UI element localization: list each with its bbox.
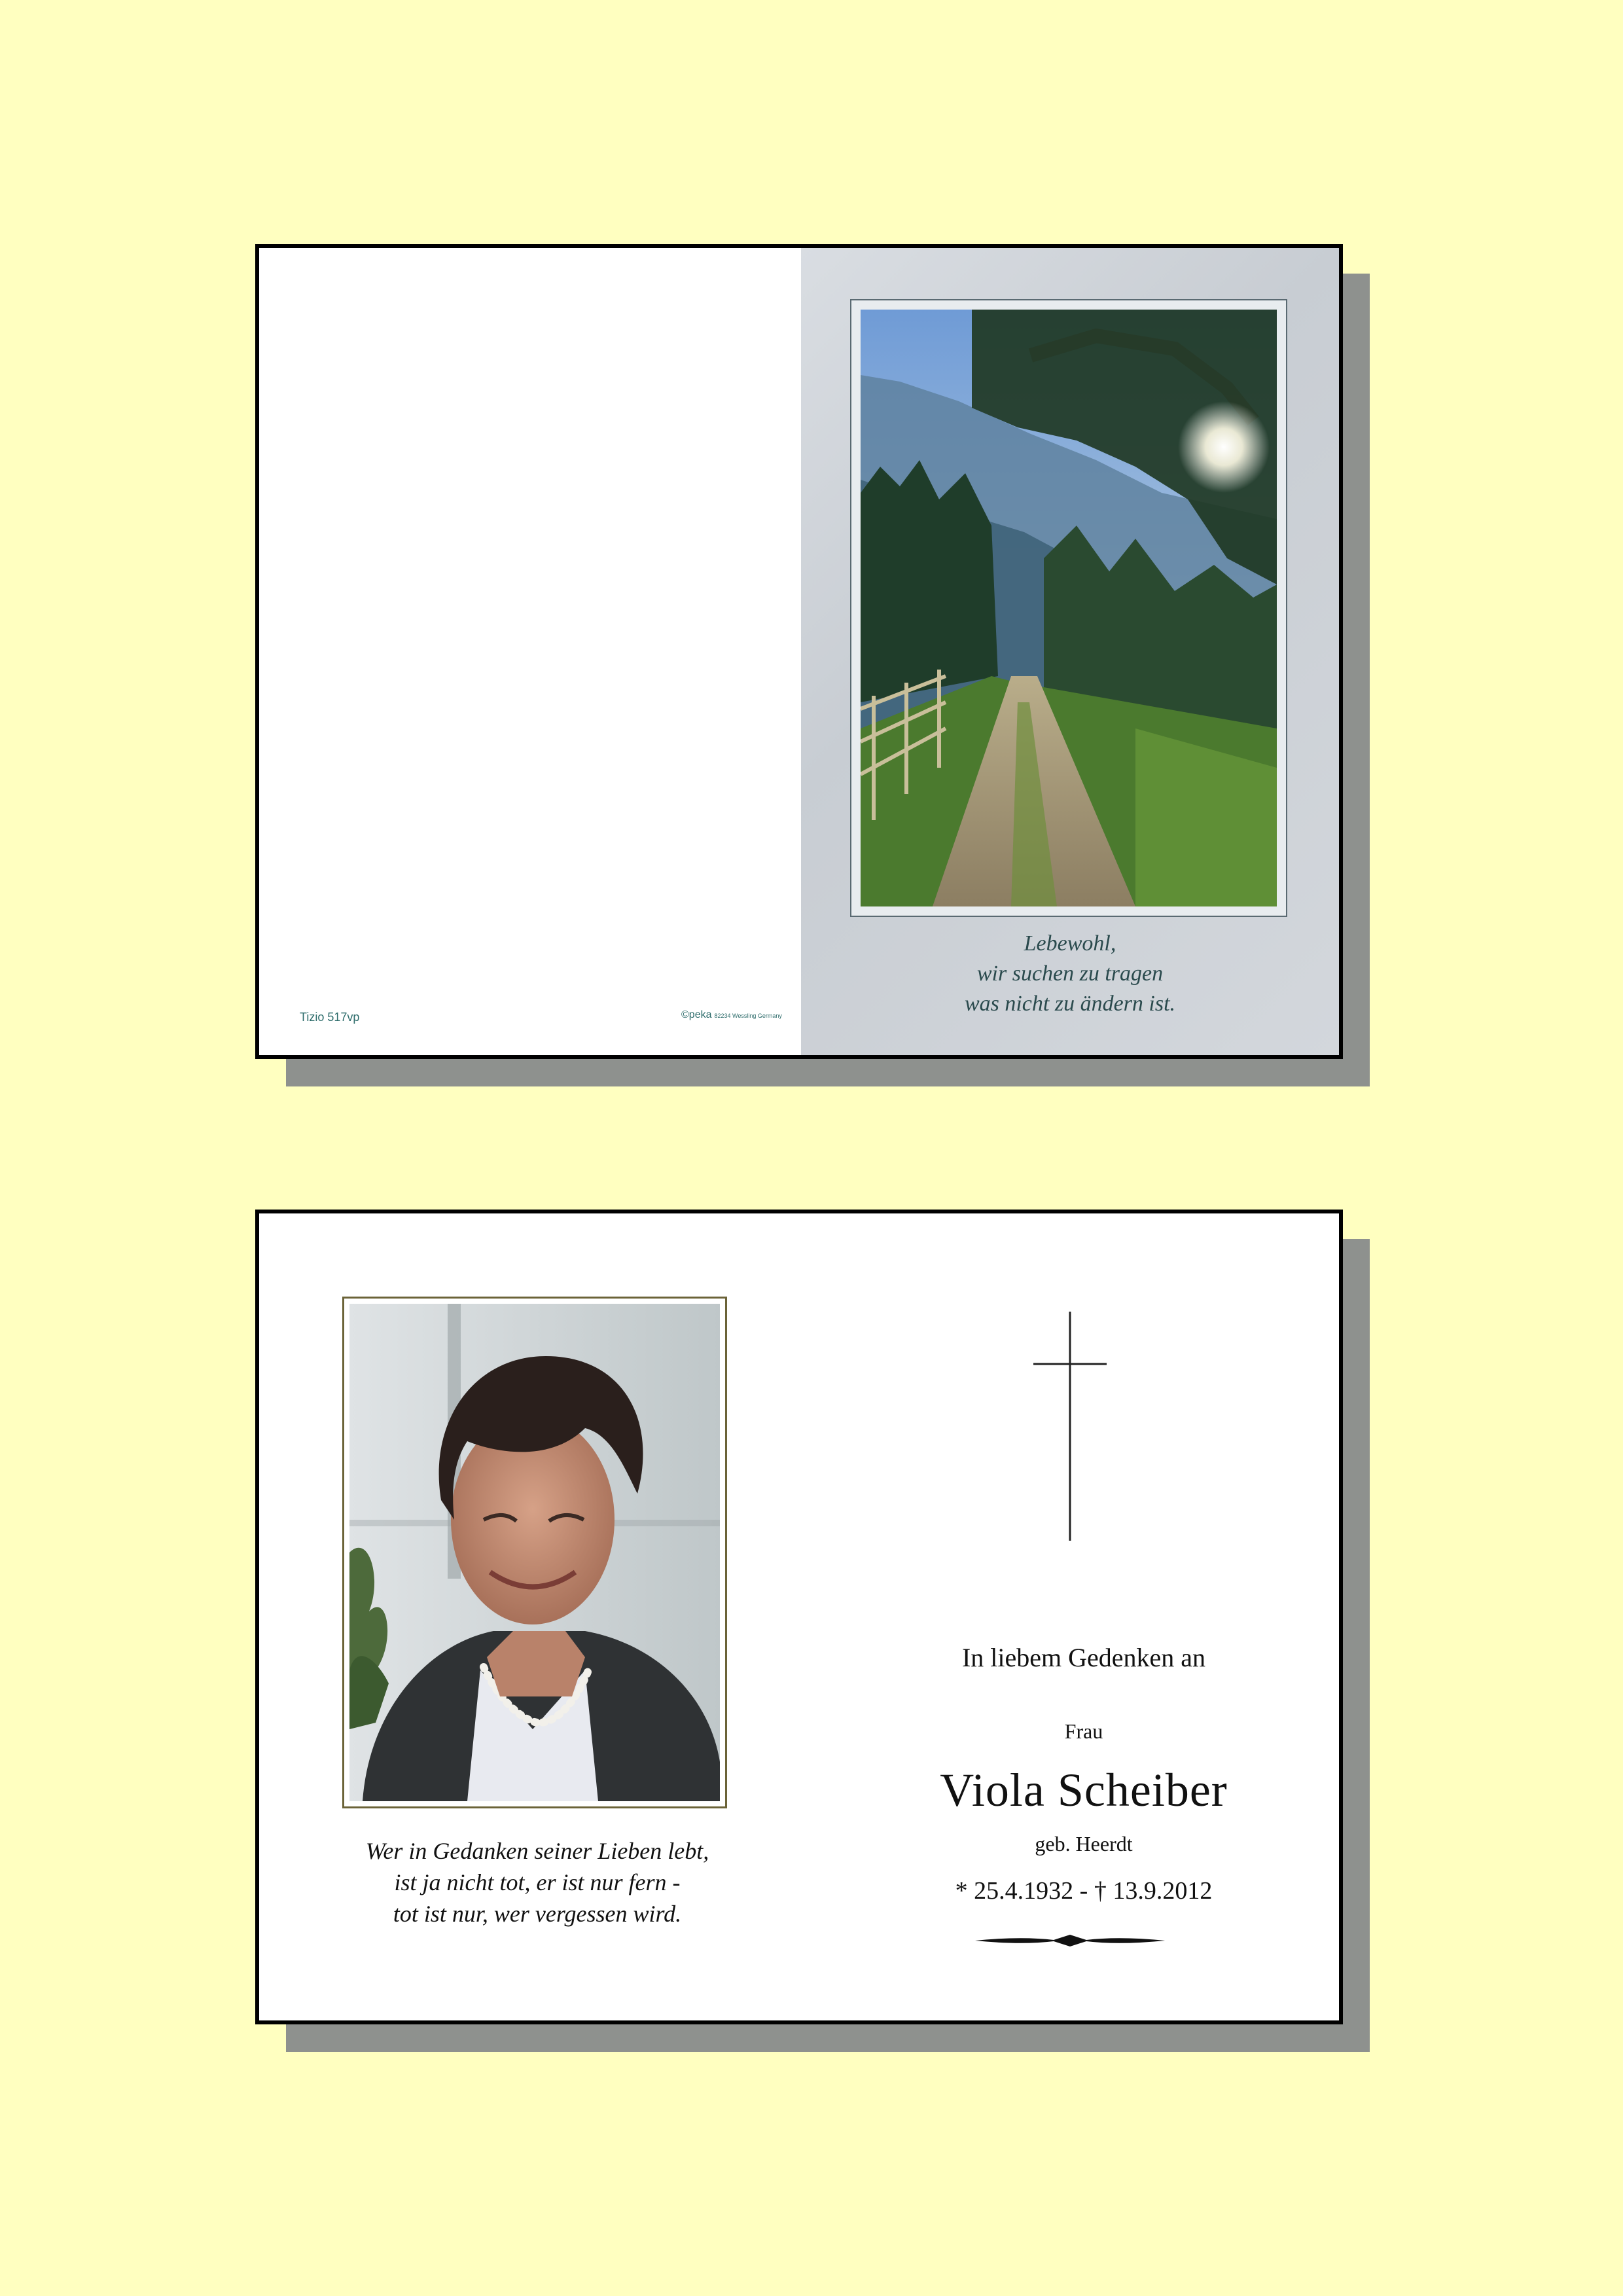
product-code: Tizio 517vp xyxy=(300,1011,360,1024)
life-dates: * 25.4.1932 - † 13.9.2012 xyxy=(955,1877,1213,1905)
memorial-salutation: Frau xyxy=(1064,1719,1103,1743)
front-verse-line: Lebewohl, xyxy=(1024,931,1116,956)
publisher-logo: ©peka 82234 Wessling Germany xyxy=(681,1009,782,1020)
memorial-intro: In liebem Gedenken an xyxy=(961,1643,1206,1672)
front-verse-line: wir suchen zu tragen xyxy=(976,961,1164,986)
back-verse-line: tot ist nur, wer vergessen wird. xyxy=(393,1901,682,1927)
back-verse-line: Wer in Gedanken seiner Lieben lebt, xyxy=(365,1838,709,1864)
cross-icon xyxy=(1033,1312,1107,1541)
card-front-inside-blank xyxy=(259,248,801,1055)
birth-name: geb. Heerdt xyxy=(1035,1832,1133,1856)
landscape-photo-frame xyxy=(850,299,1287,917)
front-verse-line: was nicht zu ändern ist. xyxy=(964,992,1176,1016)
portrait-photo-frame xyxy=(342,1297,727,1808)
portrait-photo-image xyxy=(349,1304,720,1801)
deceased-name: Viola Scheiber xyxy=(940,1764,1228,1816)
card-back xyxy=(255,1210,1343,2024)
card-front xyxy=(255,244,1343,1059)
ornament-divider-icon xyxy=(975,1932,1165,1949)
card-front-cover xyxy=(801,248,1339,1055)
front-verse xyxy=(801,929,1339,1019)
back-verse-line: ist ja nicht tot, er ist nur fern - xyxy=(394,1869,681,1895)
forest-path-landscape-image xyxy=(861,310,1277,906)
back-verse xyxy=(298,1835,776,1929)
